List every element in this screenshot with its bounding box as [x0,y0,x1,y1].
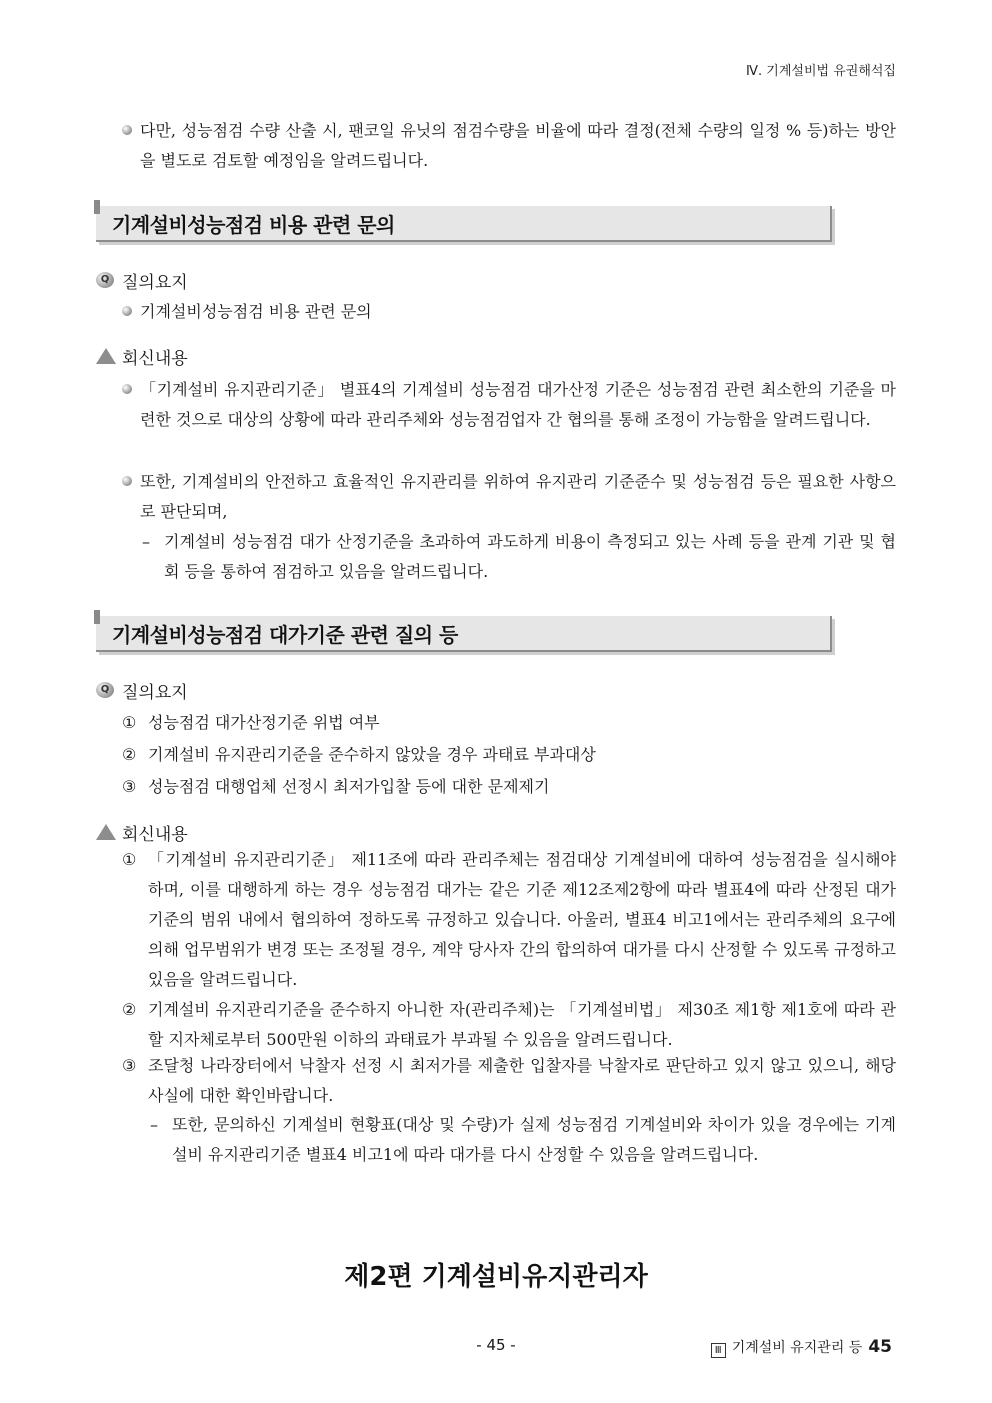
bullet-dot-icon [122,125,132,135]
footer-chapter-text: 기계설비 유지관리 등 [731,1340,863,1356]
answer-item-2 [140,467,896,527]
question-icon: Q [96,272,114,288]
bullet-dot-icon [122,476,132,486]
answer-label-text: 회신내용 [122,349,188,369]
running-header: Ⅳ. 기계설비법 유권해석집 [746,64,896,79]
answer-dash-text: 또한, 문의하신 기계설비 현황표(대상 및 수량)가 실제 성능점검 기계설비와 차이가 있을 경우에는 기계설비 유지관리기준 별표4 비고1에 따라 대가를 다시 산정할 수 있음을 알려드립니다. [172,1115,896,1164]
footer-page-number: 45 [868,1337,892,1357]
section-title-1: 기계설비성능점검 비용 관련 문의 [112,213,395,237]
answer-triangle-icon [96,824,116,840]
dash-marker: – [142,532,150,551]
heading-mark-icon [94,610,100,624]
answer-triangle-icon [96,348,116,364]
item-number: ③ [122,777,137,796]
intro-bullet-text: 다만, 성능점검 수량 산출 시, 팬코일 유닛의 점검수량을 비율에 따라 결정(전체 수량의 일정 % 등)하는 방안을 별도로 검토할 예정임을 알려드립니다. [140,121,896,170]
footer-chapter [711,1337,892,1358]
answer-dash-item-2 [150,1110,896,1170]
answer-dash-item [142,527,896,587]
item-text: 「기계설비 유지관리기준」 제11조에 따라 관리주체는 점검대상 기계설비에 대하여 성능점검을 실시해야 하며, 이를 대행하게 하는 경우 성능점검 대가는 같은 기준 제12조제2항에 따라 별표4에 따라 산정된 대가기준의 범위 내에서 협의하여 정하도록 규정하고 있습니다. 아울러, 별표4 비고1에서는 관리주체의 요구에 의해 업무범위가 변경 또는 조정될 경우, 계약 당사자 간의 합의하여 대가를 다시 산정할 수 있도록 규정하고 있음을 알려드립니다. [148,850,896,989]
answer-item-1 [140,375,896,435]
question-label-text: 질의요지 [122,273,188,293]
item-text: 조달청 나라장터에서 낙찰자 선정 시 최저가를 제출한 입찰자를 낙찰자로 판단하고 있지 않고 있으니, 해당 사실에 대한 확인바랍니다. [148,1056,896,1105]
question-item-text: 기계설비성능점검 비용 관련 문의 [140,302,372,321]
answer-item-text: 「기계설비 유지관리기준」 별표4의 기계설비 성능점검 대가산정 기준은 성능점검 관련 최소한의 기준을 마련한 것으로 대상의 상황에 따라 관리주체와 성능점검업자 간 협의를 통해 조정이 가능함을 알려드립니다. [140,380,896,429]
item-number: ① [122,850,137,869]
item-text: 성능점검 대가산정기준 위법 여부 [148,713,380,732]
bullet-dot-icon [122,306,132,316]
item-number: ③ [122,1056,137,1075]
question-label-text: 질의요지 [122,683,188,703]
answer-dash-text: 기계설비 성능점검 대가 산정기준을 초과하여 과도하게 비용이 측정되고 있는 사례 등을 관계 기관 및 협회 등을 통하여 점검하고 있음을 알려드립니다. [164,532,896,581]
item-number: ② [122,745,137,764]
question-item [140,297,896,327]
bullet-dot-icon [122,384,132,394]
answer-item-text: 또한, 기계설비의 안전하고 효율적인 유지관리를 위하여 유지관리 기준준수 및 성능점검 등은 필요한 사항으로 판단되며, [140,472,896,521]
item-number: ① [122,713,137,732]
part-title: 제2편 기계설비유지관리자 [344,1262,648,1292]
item-text: 기계설비 유지관리기준을 준수하지 않았을 경우 과태료 부과대상 [148,745,596,764]
heading-mark-icon [94,200,100,214]
item-text: 기계설비 유지관리기준을 준수하지 아니한 자(관리주체)는 「기계설비법」 제30조 제1항 제1호에 따라 관할 지자체로부터 500만원 이하의 과태료가 부과될 수 있음을 알려드립니다. [148,1000,896,1049]
page-number: - 45 - [476,1336,516,1354]
dash-marker: – [150,1115,158,1134]
section-title-2: 기계설비성능점검 대가기준 관련 질의 등 [112,623,458,647]
answer-label-text: 회신내용 [122,825,188,845]
item-text: 성능점검 대행업체 선정시 최저가입찰 등에 대한 문제제기 [148,777,550,796]
chapter-box-icon: Ⅲ [711,1343,726,1358]
section-heading-2 [96,616,832,652]
intro-bullet [140,116,896,176]
section-heading-1 [96,206,832,242]
item-number: ② [122,1000,137,1019]
question-icon: Q [96,682,114,698]
